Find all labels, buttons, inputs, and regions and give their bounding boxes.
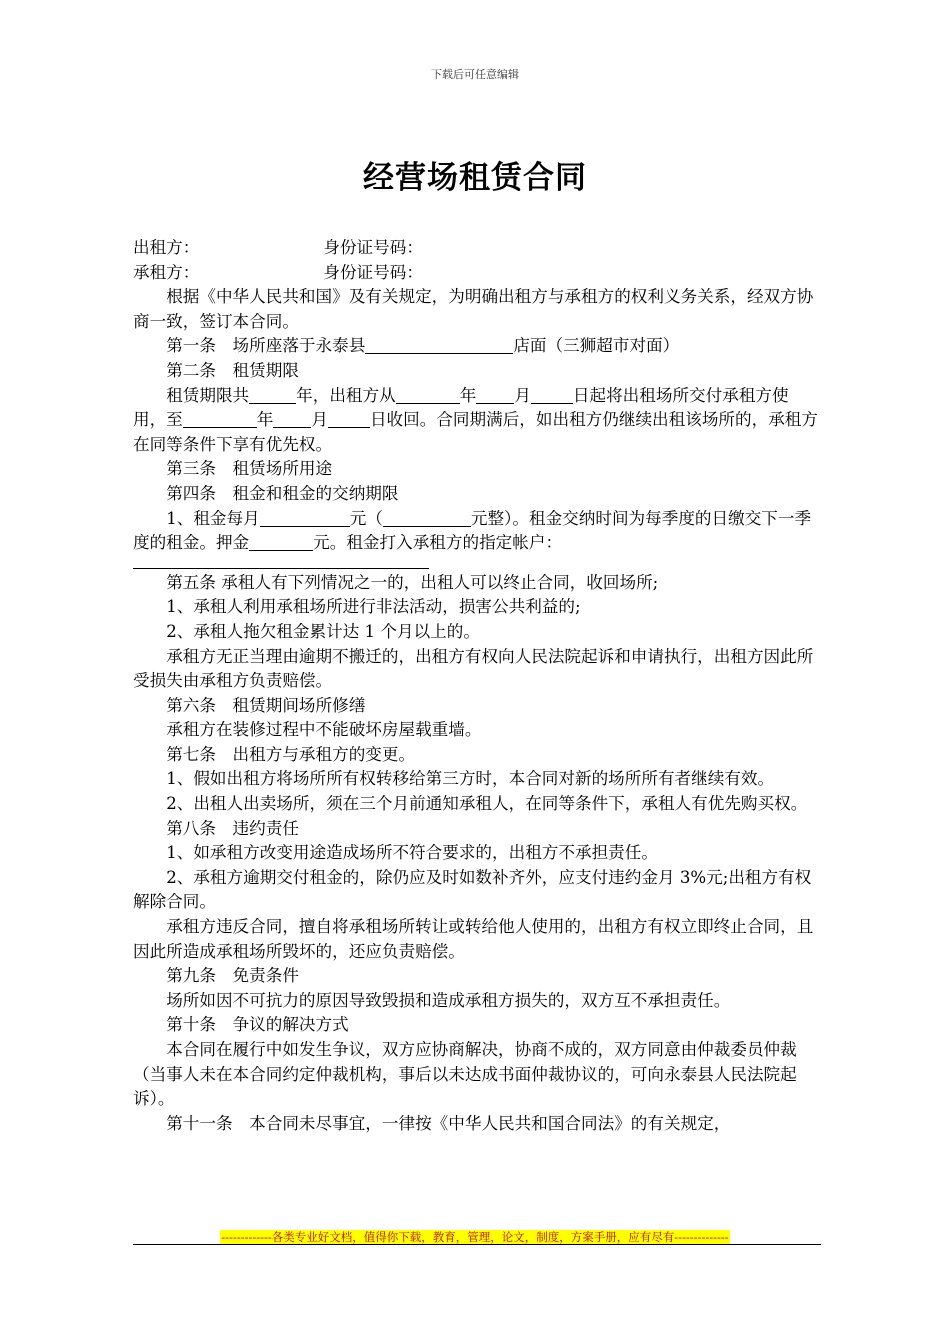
article-8-paragraph: 承租方违反合同，擅自将承租场所转让或转给他人使用的，出租方有权立即终止合同，且因此所造成承租场所毁坏的，还应负责赔偿。 xyxy=(133,917,814,961)
monthly-rent-blank xyxy=(260,509,350,527)
account-number-blank xyxy=(133,556,429,569)
footer-rule xyxy=(133,1244,821,1245)
start-year-blank xyxy=(396,386,460,404)
page-header: 下载后可任意编辑 xyxy=(431,68,519,81)
contract-body xyxy=(133,236,821,1136)
article-8-item-1: 1、如承租方改变用途造成场所不符合要求的，出租方不承担责任。 xyxy=(166,843,658,863)
deposit-blank xyxy=(249,533,313,551)
location-blank xyxy=(365,336,513,354)
article-6-title: 第六条 租赁期间场所修缮 xyxy=(166,695,366,715)
article-7-item-2: 2、出租人出卖场所，须在三个月前通知承租人，在同等条件下，承租人有优先购买权。 xyxy=(166,794,808,814)
footer-note: -------------各类专业好文档，值得你下载，教育，管理，论文，制度，方案手册，应有尽有-------------- xyxy=(221,1230,729,1244)
article-4-title: 第四条 租金和租金的交纳期限 xyxy=(166,483,399,503)
article-10-paragraph: 本合同在履行中如发生争议，双方应协商解决，协商不成的，双方同意由仲裁委员仲裁（当事人未在本合同约定仲裁机构，事后以未达成书面仲裁协议的，可向永泰县人民法院起诉）。 xyxy=(133,1040,797,1109)
article-3-title: 第三条 租赁场所用途 xyxy=(166,459,333,479)
article-11: 第十一条 本合同未尽事宜，一律按《中华人民共和国合同法》的有关规定， xyxy=(166,1113,731,1133)
lessee-line: 承租方： 身份证号码： xyxy=(133,262,423,282)
article-10-title: 第十条 争议的解决方式 xyxy=(166,1015,349,1035)
article-7-title: 第七条 出租方与承租方的变更。 xyxy=(166,744,416,764)
lessor-line: 出租方： 身份证号码： xyxy=(133,238,423,257)
term-years-blank xyxy=(249,386,296,404)
article-1: 第一条 场所座落于永泰县 店面（三狮超市对面） xyxy=(166,336,680,356)
rent-words-blank xyxy=(383,509,471,527)
article-8-title: 第八条 违约责任 xyxy=(166,818,299,838)
article-2-title: 第二条 租赁期限 xyxy=(166,360,299,380)
article-9-paragraph: 场所如因不可抗力的原因导致毁损和造成承租方损失的，双方互不承担责任。 xyxy=(166,990,731,1010)
start-day-blank xyxy=(531,386,573,404)
article-7-item-1: 1、假如出租方将场所所有权转移给第三方时，本合同对新的场所所有者继续有效。 xyxy=(166,769,775,789)
article-5-title: 第五条 承租人有下列情况之一的，出租人可以终止合同，收回场所; xyxy=(166,572,659,592)
article-5-item-2: 2、承租人拖欠租金累计达 1 个月以上的。 xyxy=(166,621,480,641)
end-day-blank xyxy=(328,410,370,428)
article-4-text: 1、租金每月 元（ 元整）。租金交纳时间为每季度的日缴交下一季度的租金。押金 元。租金打入承租方的指定帐户： xyxy=(133,508,812,553)
article-5-paragraph: 承租方无正当理由逾期不搬迁的，出租方有权向人民法院起诉和申请执行，出租方因此所受损失由承租方负责赔偿。 xyxy=(133,646,814,691)
end-month-blank xyxy=(273,410,311,428)
article-2-text: 租赁期限共 年，出租方从 年 月 日起将出租场所交付承租方使用，至 年 月 日收回。合同期满后，如出租方仍继续出租该场所的，承租方在同等条件下享有优先权。 xyxy=(133,385,818,454)
article-8-item-2: 2、承租方逾期交付租金的，除仍应及时如数补齐外，应支付违约金月 3%元;出租方有权解除合同。 xyxy=(133,867,812,912)
end-year-blank xyxy=(183,410,257,428)
article-9-title: 第九条 免责条件 xyxy=(166,966,299,986)
article-5-item-1: 1、承租人利用承租场所进行非法活动，损害公共利益的; xyxy=(166,597,581,617)
article-6-paragraph: 承租方在装修过程中不能破坏房屋载重墙。 xyxy=(166,720,482,740)
start-month-blank xyxy=(476,386,514,404)
preamble: 根据《中华人民共和国》及有关规定，为明确出租方与承租方的权利义务关系，经双方协商一致，签订本合同。 xyxy=(133,287,814,331)
document-title: 经营场租赁合同 xyxy=(363,160,587,196)
